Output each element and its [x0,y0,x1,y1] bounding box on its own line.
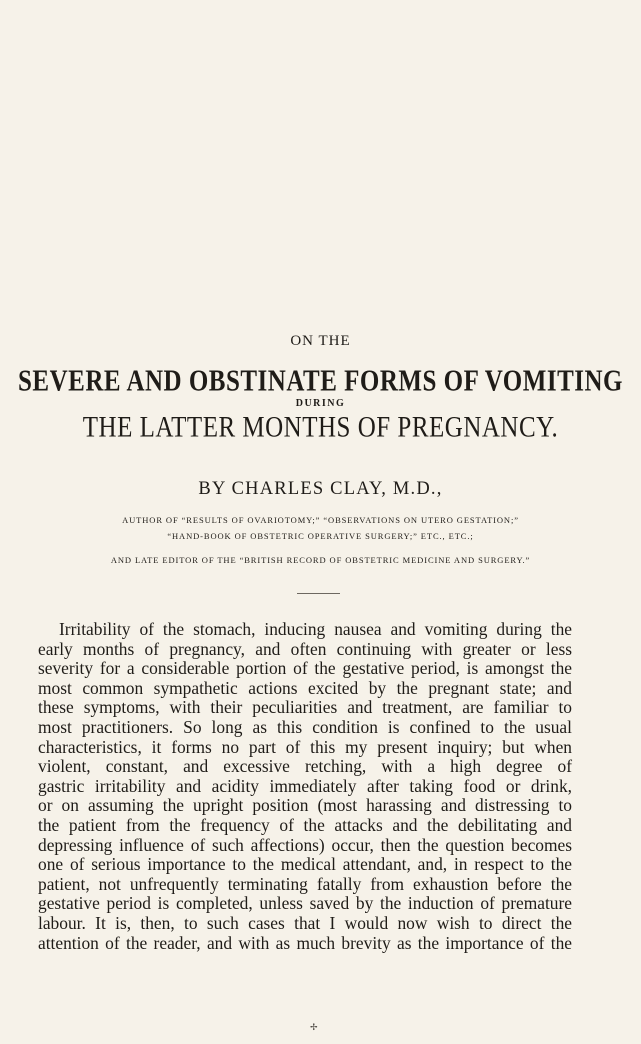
author-credentials-line-2: “HAND-BOOK OF OBSTETRIC OPERATIVE SURGERY;” ETC., ETC.; [167,531,474,541]
body-line: the patient from the frequency of the attacks and the debilitating and [38,814,572,835]
author-credentials-line-1: AUTHOR OF “RESULTS OF OVARIOTOMY;” “OBSERVATIONS ON UTERO GESTATION;” [122,515,519,525]
body-line: patient, not unfrequently terminating fatally from exhaustion before the [38,873,572,894]
body-line: gestative period is completed, unless saved by the induction of premature [38,893,572,914]
body-line: or on assuming the upright position (most harassing and distressing to [38,795,572,816]
body-line: Irritability of the stomach, inducing nausea and vomiting during the [59,619,572,639]
body-line: one of serious importance to the medical attendant, and, in respect to the [38,854,572,875]
body-line: attention of the reader, and with as much brevity as the importance of the [38,932,572,953]
body-paragraph [38,620,572,953]
body-line: gastric irritability and acidity immediately after taking food or drink, [38,775,572,796]
author-byline: BY CHARLES CLAY, M.D., [198,479,443,499]
title-line-1: SEVERE AND OBSTINATE FORMS OF VOMITING [18,364,623,398]
body-line: depressing influence of such affections) occur, then the question becomes [38,834,572,855]
title-connector: DURING [295,398,346,409]
body-line: most common sympathetic actions excited by the pregnant state; and [38,677,572,698]
body-line: characteristics, it forms no part of this my present inquiry; but when [38,736,572,757]
body-line: early months of pregnancy, and often continuing with greater or less [38,638,572,659]
body-line: labour. It is, then, to such cases that I would now wish to direct the [38,912,572,933]
author-credentials-line-3: AND LATE EDITOR OF THE “BRITISH RECORD OF OBSTETRIC MEDICINE AND SURGERY.” [110,555,531,565]
body-line: severity for a considerable portion of the gestative period, is amongst the [38,658,572,679]
body-line: violent, constant, and excessive retching, with a high degree of [38,756,572,777]
section-divider [297,593,340,594]
printer-ornament-icon: ✢ [310,1022,318,1032]
title-line-2: THE LATTER MONTHS OF PREGNANCY. [82,411,559,444]
body-line: these symptoms, with their peculiarities and treatment, are familiar to [38,697,572,718]
pre-title: ON THE [290,333,351,349]
body-line: most practitioners. So long as this condition is confined to the usual [38,716,572,737]
